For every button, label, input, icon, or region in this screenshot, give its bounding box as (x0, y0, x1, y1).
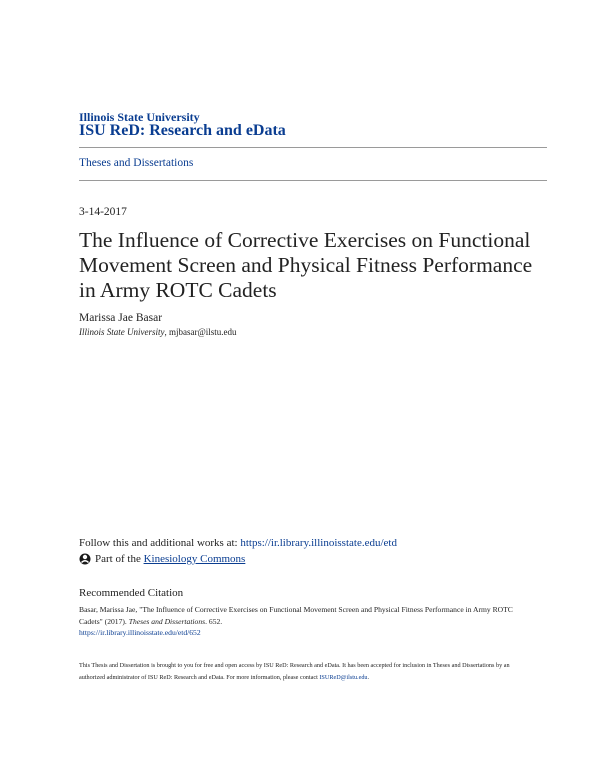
document-title: The Influence of Corrective Exercises on Functional Movement Screen and Physical Fitness Performance in Army ROTC Cadets (79, 228, 533, 302)
kinesiology-commons-link[interactable]: Kinesiology Commons (143, 553, 246, 565)
footer-end: . (367, 674, 370, 681)
repository-name[interactable]: ISU ReD: Research and eData (79, 122, 286, 139)
series-link[interactable]: Theses and Dissertations (79, 157, 194, 169)
footer-notice (79, 660, 529, 684)
author-affiliation (79, 327, 237, 337)
part-of-line (79, 553, 245, 565)
follow-url-link[interactable]: https://ir.library.illinoisstate.edu/etd (240, 537, 397, 549)
author-name: Marissa Jae Basar (79, 312, 163, 324)
divider (79, 180, 547, 181)
university-name: Illinois State University (79, 110, 200, 124)
divider (79, 147, 547, 148)
follow-line (79, 537, 397, 549)
recommended-citation-heading: Recommended Citation (79, 587, 184, 599)
bepress-commons-icon (79, 553, 91, 565)
citation-journal: Theses and Dissertations (128, 616, 206, 626)
follow-prefix: Follow this and additional works at: (79, 537, 241, 549)
citation-number: . 652. (205, 616, 223, 626)
publication-date: 3-14-2017 (79, 206, 127, 218)
citation-body: Basar, Marissa Jae, "The Influence of Corrective Exercises on Functional Movement Screen and Physical Fitness Performance in Army ROTC Cadets" (2017). (79, 605, 513, 626)
citation-url-link[interactable]: https://ir.library.illinoisstate.edu/etd/652 (79, 628, 201, 637)
affiliation-name: Illinois State University (79, 327, 165, 337)
part-of-prefix: Part of the (95, 553, 141, 565)
footer-text: This Thesis and Dissertation is brought to you for free and open access by ISU ReD: Research and eData. It has been accepted for inclusion in Theses and Dissertations by an authorized administrator of ISU ReD: Research and eData. For more information, please contact (79, 662, 510, 681)
citation-text (79, 604, 525, 639)
author-email[interactable]: , mjbasar@ilstu.edu (164, 327, 237, 337)
contact-email-link[interactable]: ISUReD@ilstu.edu (319, 674, 368, 681)
